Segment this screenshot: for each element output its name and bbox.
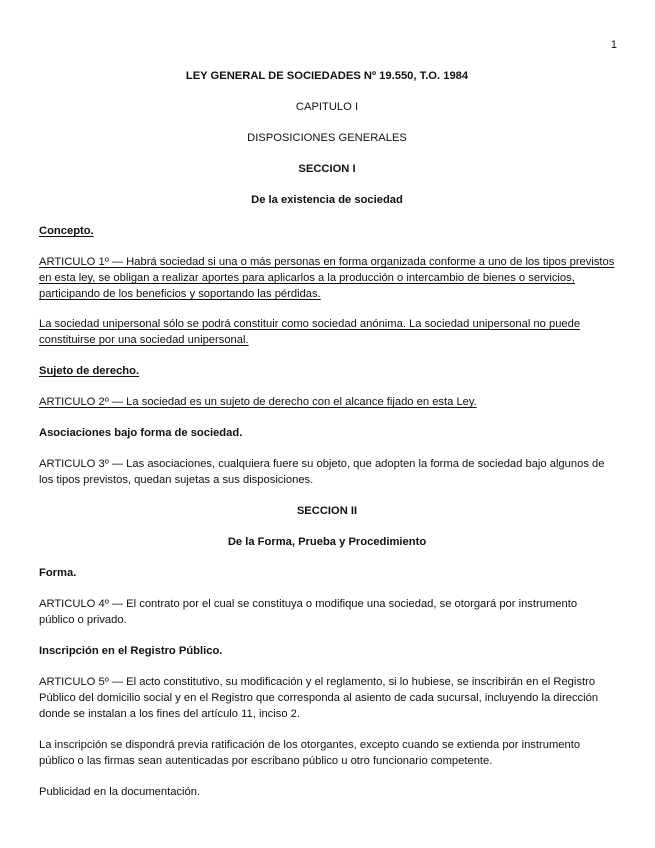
document-body [39, 68, 615, 800]
section-1-title: De la existencia de sociedad [251, 194, 403, 206]
section-2-title: De la Forma, Prueba y Procedimiento [227, 536, 427, 548]
heading-sujeto-de-derecho: Sujeto de derecho. [39, 365, 140, 377]
article-1: ARTICULO 1º — Habrá sociedad si una o más personas en forma organizada conforme a uno de los tipos previstos en esta ley, se obligan a realizar aportes para aplicarlos a la producción o intercambio de bienes o servicios, participando de los beneficios y soportando las pérdidas. [39, 256, 615, 300]
heading-concepto: Concepto. [39, 225, 94, 237]
law-title: LEY GENERAL DE SOCIEDADES Nº 19.550, T.O. 1984 [185, 70, 469, 82]
heading-forma: Forma. [39, 567, 77, 579]
article-4: ARTICULO 4º — El contrato por el cual se constituya o modifique una sociedad, se otorgará por instrumento público o privado. [39, 598, 578, 626]
page-number: 1 [610, 39, 617, 51]
chapter-heading: CAPITULO I [295, 101, 359, 113]
article-1-paragraph-2: La sociedad unipersonal sólo se podrá constituir como sociedad anónima. La sociedad unipersonal no puede constituirse por una sociedad unipersonal. [39, 318, 581, 346]
article-5-paragraph-2: La inscripción se dispondrá previa ratificación de los otorgantes, excepto cuando se extienda por instrumento público o las firmas sean autenticadas por escribano público u otro funcionario competente. [39, 739, 581, 767]
heading-asociaciones: Asociaciones bajo forma de sociedad. [39, 427, 243, 439]
chapter-title: DISPOSICIONES GENERALES [247, 132, 407, 144]
section-2-heading: SECCION II [296, 505, 358, 517]
article-5: ARTICULO 5º — El acto constitutivo, su modificación y el reglamento, si lo hubiese, se inscribirán en el Registro Público del domicilio social y en el Registro que corresponda al asiento de cada sucursal, incluyendo la dirección donde se instalan a los fines del artículo 11, inciso 2. [39, 676, 599, 720]
heading-inscripcion: Inscripción en el Registro Público. [39, 645, 223, 657]
heading-publicidad: Publicidad en la documentación. [39, 786, 201, 798]
article-3: ARTICULO 3º — Las asociaciones, cualquiera fuere su objeto, que adopten la forma de sociedad bajo algunos de los tipos previstos, quedan sujetas a sus disposiciones. [39, 458, 605, 486]
article-2: ARTICULO 2º — La sociedad es un sujeto de derecho con el alcance fijado en esta Ley. [39, 396, 477, 408]
section-1-heading: SECCION I [298, 163, 356, 175]
